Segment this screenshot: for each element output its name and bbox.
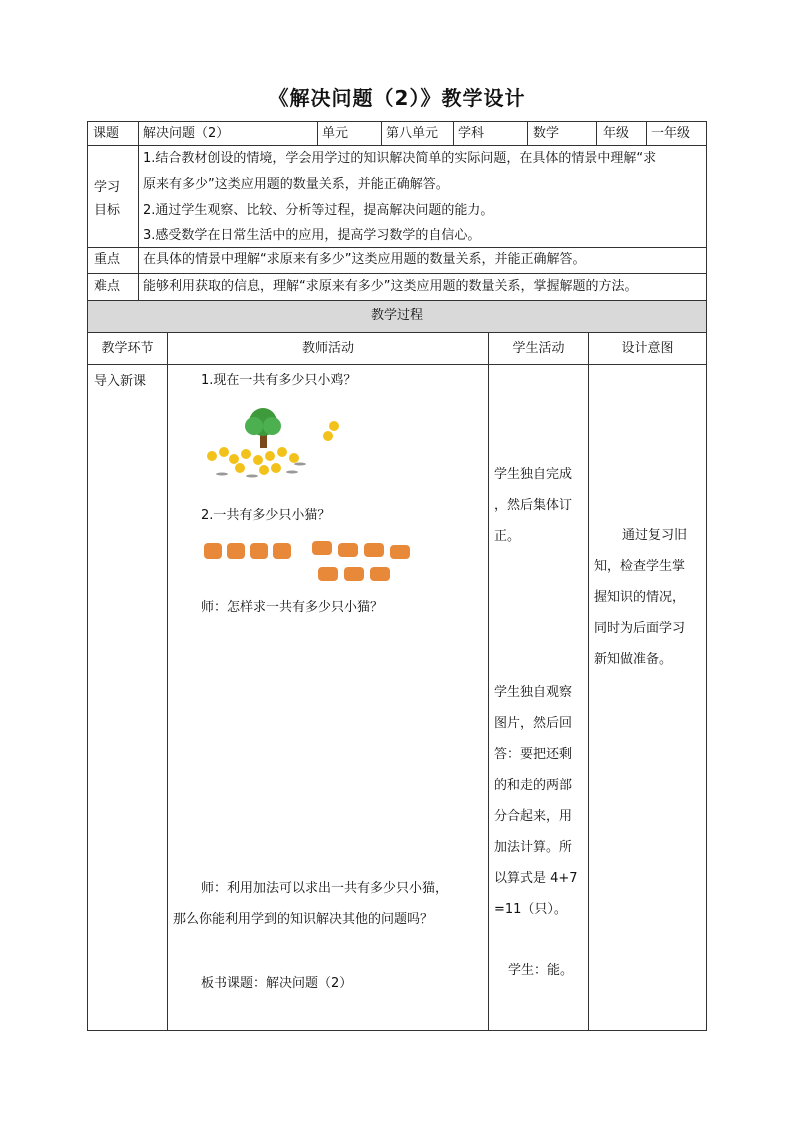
col-teacher-header: 教师活动 — [301, 341, 354, 356]
goals-label-2: 目标 — [94, 203, 121, 218]
teacher-question-2: 2.一共有多少只小猫？ — [201, 508, 331, 523]
grade-label: 年级 — [603, 126, 630, 141]
grade-value: 一年级 — [651, 126, 691, 141]
unit-label: 单元 — [322, 126, 349, 141]
col-intent-header: 设计意图 — [621, 341, 674, 356]
discipline-label: 学科 — [458, 126, 485, 141]
unit-value: 第八单元 — [386, 126, 439, 141]
student-activity-1: 学生独自完成 ，然后集体订 正。 — [494, 467, 573, 544]
focus-text: 在具体的情景中理解“求原来有多少”这类应用题的数量关系，并能正确解答。 — [143, 252, 586, 267]
teacher-paragraph-2: 那么你能利用学到的知识解决其他的问题吗？ — [173, 912, 434, 927]
teacher-question-1: 1.现在一共有多少只小鸡？ — [201, 373, 357, 388]
goals-label-1: 学习 — [94, 180, 121, 195]
design-intent: 通过复习旧 知，检查学生掌 握知识的情况， 同时为后面学习 新知做准备。 — [594, 528, 688, 667]
teacher-question-3: 师：怎样求一共有多少只小猫？ — [201, 600, 384, 615]
goals-line-1: 1.结合教材创设的情境，学会用学过的知识解决简单的实际问题，在具体的情景中理解“求 — [143, 151, 657, 166]
subject-label: 课题 — [93, 126, 120, 141]
goals-line-2: 原来有多少”这类应用题的数量关系，并能正确解答。 — [143, 177, 449, 192]
chicks-illustration — [204, 404, 354, 482]
col-stage-header: 教学环节 — [101, 341, 154, 356]
student-activity-3: 学生：能。 — [508, 963, 574, 978]
cats-illustration — [204, 537, 418, 589]
goals-line-4: 3.感受数学在日常生活中的应用，提高学习数学的自信心。 — [143, 228, 481, 243]
board-title: 板书课题：解决问题（2） — [201, 976, 353, 991]
subject-value: 解决问题（2） — [143, 126, 230, 141]
difficulty-label: 难点 — [94, 279, 121, 294]
stage-name: 导入新课 — [94, 374, 147, 389]
discipline-value: 数学 — [533, 126, 560, 141]
page-title: 《解决问题（2）》教学设计 — [268, 86, 526, 110]
focus-label: 重点 — [94, 252, 121, 267]
student-activity-2: 学生独自观察 图片，然后回 答：要把还剩 的和走的两部 分合起来，用 加法计算。所 以算式是 4+7 =11（只）。 — [494, 685, 578, 917]
teacher-paragraph-1: 师：利用加法可以求出一共有多少只小猫， — [201, 881, 449, 896]
col-student-header: 学生活动 — [512, 341, 565, 356]
process-section-title: 教学过程 — [370, 308, 423, 323]
difficulty-text: 能够利用获取的信息，理解“求原来有多少”这类应用题的数量关系，掌握解题的方法。 — [143, 279, 638, 294]
goals-line-3: 2.通过学生观察、比较、分析等过程，提高解决问题的能力。 — [143, 203, 494, 218]
